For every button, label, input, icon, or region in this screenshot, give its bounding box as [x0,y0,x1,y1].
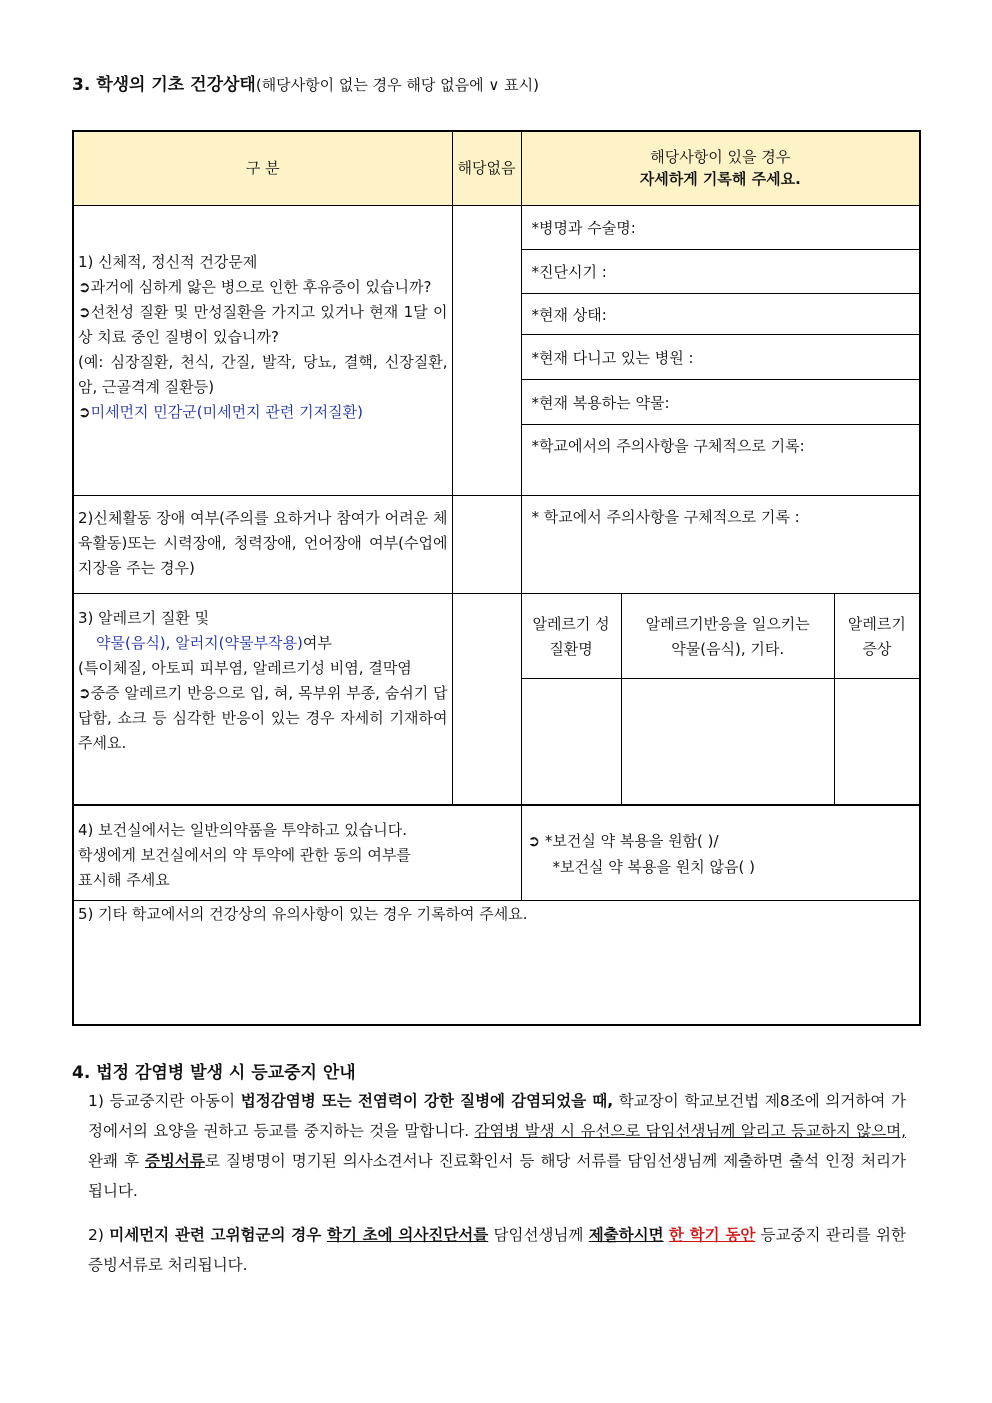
q1-line3: (예: 심장질환, 천식, 간질, 발작, 당뇨, 결핵, 신장질환, 암, 근골격계 질환등) [78,352,448,396]
q3-title: 3) 알레르기 질환 및 [78,608,210,627]
section4-title: 4. 법정 감염병 발생 시 등교중지 안내 [72,1063,356,1083]
q4-question [73,805,521,901]
q1-field-medication[interactable]: *현재 복용하는 약물: [522,380,920,425]
q3-detail [521,593,920,805]
q3-line3: ➲중증 알레르기 반응으로 입, 혀, 목부위 부종, 숨쉬기 답답함, 쇼크 등 심각한 반응이 있는 경우 자세히 기재하여 주세요. [78,683,448,752]
q4-option-want[interactable]: ➲ *보건실 약 복용을 원함( )/ [527,831,719,850]
q4-line1: 4) 보건실에서는 일반의약품을 투약하고 있습니다. [78,820,408,839]
allergy-col-trigger: 알레르기반응을 일으키는 약물(음식), 기타. [621,594,834,679]
q4-option-decline[interactable]: *보건실 약 복용을 원치 않음( ) [552,857,755,876]
q2-field-school-notes[interactable]: * 학교에서 주의사항을 구체적으로 기록 : [521,495,920,593]
q1-title: 1) 신체적, 정신적 건강문제 [78,252,258,271]
q2-none-checkbox[interactable] [452,495,521,593]
q2-question: 2)신체활동 장애 여부(주의를 요하거나 참여가 어려운 체육활동)또는 시력장애, 청력장애, 언어장애 여부(수업에 지장을 주는 경우) [73,495,452,593]
health-status-table [72,130,921,1026]
q3-none-checkbox[interactable] [452,593,521,805]
q3-question [73,593,452,805]
allergy-col-symptom: 알레르기 증상 [834,594,919,679]
q5-field-other-notes[interactable]: 5) 기타 학교에서의 건강상의 유의사항이 있는 경우 기록하여 주세요. [73,901,920,1025]
allergy-symptom-input[interactable] [834,679,919,804]
header-detail: 해당사항이 있을 경우 자세하게 기록해 주세요. [521,131,920,205]
q1-field-hospital[interactable]: *현재 다니고 있는 병원 : [522,335,920,380]
allergy-col-disease: 알레르기 성 질환명 [522,594,622,679]
q1-field-school-notes[interactable]: *학교에서의 주의사항을 구체적으로 기록: [531,437,805,455]
q4-line3: 표시해 주세요 [78,870,170,889]
q1-question [73,205,452,495]
q1-none-checkbox[interactable] [452,205,521,495]
q3-line1: 약물(음식), 알러지(약물부작용)여부 [96,633,332,652]
allergy-disease-input[interactable] [522,679,622,804]
q1-line4: ➲미세먼지 민감군(미세먼지 관련 기저질환) [78,402,363,421]
q1-field-diagnosis-date[interactable]: *진단시기 : [522,250,920,294]
allergy-trigger-input[interactable] [621,679,834,804]
q4-options [521,805,920,901]
q3-line2: (특이체질, 아토피 피부염, 알레르기성 비염, 결막염 [78,658,412,677]
q1-field-current-status[interactable]: *현재 상태: [522,294,920,335]
section3-heading [72,70,539,95]
q4-line2: 학생에게 보건실에서의 약 투약에 관한 동의 여부를 [78,845,411,864]
section3-note: (해당사항이 없는 경우 해당 없음에 ∨ 표시) [255,76,539,94]
q1-line2: ➲선천성 질환 및 만성질환을 가지고 있거나 현재 1달 이상 치료 중인 질병이 있습니까? [78,302,448,346]
header-none: 해당없음 [452,131,521,205]
header-category: 구 분 [73,131,452,205]
q1-field-disease[interactable]: *병명과 수술명: [522,206,920,250]
q1-detail [521,205,920,495]
section3-title: 3. 학생의 기초 건강상태 [72,75,256,95]
section4-paragraph1: 1) 등교중지란 아동이 법정감염병 또는 전염력이 강한 질병에 감염되었을 때, 학교장이 학교보건법 제8조에 의거하여 가정에서의 요양을 권하고 등교를 중지하는 것을 말합니다. 감염병 발생 시 유선으로 담임선생님께 알리고 등교하지 않으며, 완쾌 후 증빙서류로 질병명이 명기된 의사소견서나 진료확인서 등 해당 서류를 담임선생님께 제출하면 출석 인정 처리가 됩니다. [88,1092,907,1200]
section4-paragraph2: 2) 미세먼지 관련 고위험군의 경우 학기 초에 의사진단서를 담임선생님께 제출하시면 한 학기 동안 등교중지 관리를 위한 증빙서류로 처리됩니다. [88,1226,906,1274]
q1-line1: ➲과거에 심하게 앓은 병으로 인한 후유증이 있습니까? [78,277,432,296]
